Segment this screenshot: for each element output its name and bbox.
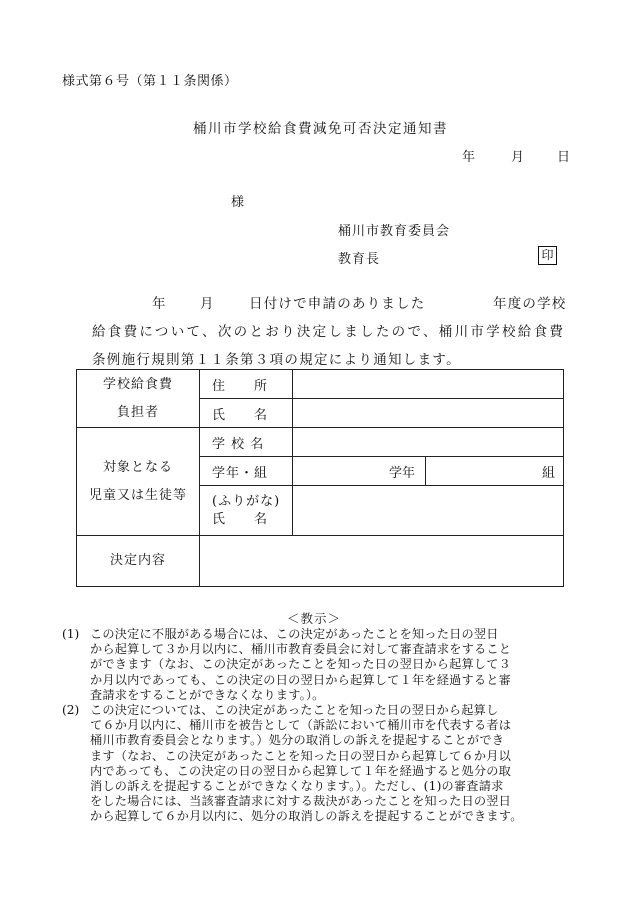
target-label-line1: 対象となる (102, 459, 173, 475)
student-name-label (200, 486, 293, 536)
body-line1-end: 年度の学校 (493, 296, 567, 312)
date-year-label: 年 (462, 150, 476, 165)
grade-field[interactable] (293, 457, 426, 486)
grade-unit: 学年 (388, 465, 415, 481)
body-line1-mid: 日付けで申請のありました (249, 296, 426, 312)
instructions-heading: ＜教示＞ (287, 611, 342, 626)
payer-name-field[interactable] (293, 399, 564, 428)
note-text: この決定については、この決定があったことを知った日の翌日から起算し て６か月以内に、桶川市を被告として（訴訟において桶川市を代表する者は 桶川市教育委員会となります。）処分の取消しの訴えを提起することができ ます（なお、この決定があったことを知った日の翌日から起算して６か月以 内であっても、この決定の日の翌日から起算して１年を経過すると処分の取 消しの訴えを提起することができなくなります。）。ただし、(1)の審査請求 をした場合には、当該審査請求に対する裁決があったことを知った日の翌日 から起算して６か月以内に、処分の取消しの訴えを提起することができます。 (90, 703, 523, 824)
note-number: (2) (62, 703, 80, 718)
body-year: 年 (152, 296, 167, 312)
body-line2: 給食費について、次のとおり決定しましたので、桶川市学校給食費 (92, 324, 566, 340)
seal-mark: 印 (538, 246, 557, 265)
payer-label-line2: 負担者 (116, 404, 159, 420)
note-text: この決定に不服がある場合には、この決定があったことを知った日の翌日 から起算して３か月以内に、桶川市教育委員会に対して審査請求をすること ができます（なお、この決定があったことを知った日の翌日から起算して３ か月以内であっても、この決定の日の翌日から起算して１年を経過すると審 査請求をすることができなくなります。）。 (90, 627, 512, 702)
instructions-notes (62, 627, 582, 825)
body-month: 月 (200, 296, 215, 312)
student-name-field[interactable] (293, 486, 564, 536)
note-number: (1) (62, 627, 80, 641)
payer-name-label: 氏 名 (200, 399, 293, 428)
recipient-honorific: 様 (231, 195, 245, 210)
student-name-label-text: 氏 名 (212, 511, 269, 527)
address-field[interactable] (293, 370, 564, 399)
notice-table (76, 369, 564, 587)
school-name-label: 学 校 名 (200, 428, 293, 457)
furigana-label: (ふりがな) (212, 493, 281, 509)
target-label-line2: 児童又は生徒等 (88, 487, 187, 503)
target-label (77, 428, 200, 536)
class-field[interactable] (426, 457, 564, 486)
document-title: 桶川市学校給食費減免可否決定通知書 (193, 121, 448, 137)
school-name-field[interactable] (293, 428, 564, 457)
date-day-label: 日 (557, 150, 571, 165)
sender-position: 教育長 (338, 252, 381, 267)
class-unit: 組 (541, 465, 555, 481)
note-1 (62, 627, 582, 703)
address-label: 住 所 (200, 370, 293, 399)
date-month-label: 月 (511, 150, 525, 165)
note-2 (62, 703, 582, 825)
decision-field[interactable] (200, 536, 564, 587)
body-line3: 条例施行規則第１１条第３項の規定により通知します。 (92, 352, 461, 368)
payer-label (77, 370, 200, 428)
payer-label-line1: 学校給食費 (102, 376, 173, 392)
grade-class-label: 学年・組 (200, 457, 293, 486)
form-number: 様式第６号（第１１条関係） (62, 74, 238, 89)
decision-label: 決定内容 (77, 536, 200, 587)
sender-organization: 桶川市教育委員会 (338, 224, 451, 239)
